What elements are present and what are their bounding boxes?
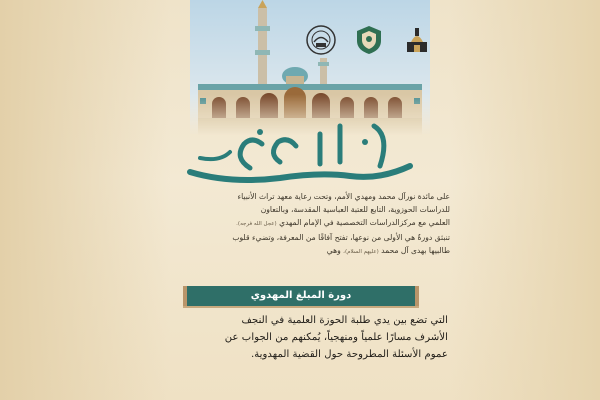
intro-text: طالبيها بهدى آل محمد (381, 246, 450, 255)
intro-paragraph (150, 190, 450, 259)
honorific-note: (عجل الله فرجه). (236, 221, 277, 227)
right-gradient (450, 0, 600, 400)
intro-text: العلمي مع مركزالدراسات التخصصية في الإمام المهدي (279, 218, 450, 227)
emblem-logo-icon (351, 22, 387, 58)
intro-line: للدراسات الحوزوية، التابع للعتبة العباسية المقدسة، وبالتعاون (260, 205, 450, 214)
intro-line (150, 244, 450, 259)
description-line: الأشرف مسارًا علمياً ومنهجياً، يُمكنهم من الجواب عن (224, 332, 448, 343)
title-calligraphy (160, 112, 440, 192)
banner-title: دورة المبلغ المهدوي (250, 290, 352, 301)
description-line: عموم الأسئلة المطروحة حول القضية المهدوية. (250, 349, 448, 360)
intro-line: على مائدة نورآل محمد ومهدي الأمم، وتحت رعاية معهد تراث الأنبياء (237, 192, 450, 201)
course-description (158, 312, 448, 363)
shrine-logo-icon (399, 22, 435, 58)
course-banner (183, 286, 419, 306)
banner-underline (183, 306, 419, 308)
left-gradient (0, 0, 170, 400)
honorific-note: (عليهم السلام)، (343, 249, 379, 255)
institute-logo-icon (303, 22, 339, 58)
description-line: التي تضع بين يدي طلبة الحوزة العلمية في النجف (241, 315, 448, 326)
logo-row (303, 22, 435, 58)
intro-line: تنبثق دورةٌ هي الأولى من نوعها، تفتح آفاقًا من المعرفة، وتضيء قلوب (232, 233, 450, 242)
intro-line (150, 216, 450, 231)
intro-text: وهي (326, 246, 341, 255)
